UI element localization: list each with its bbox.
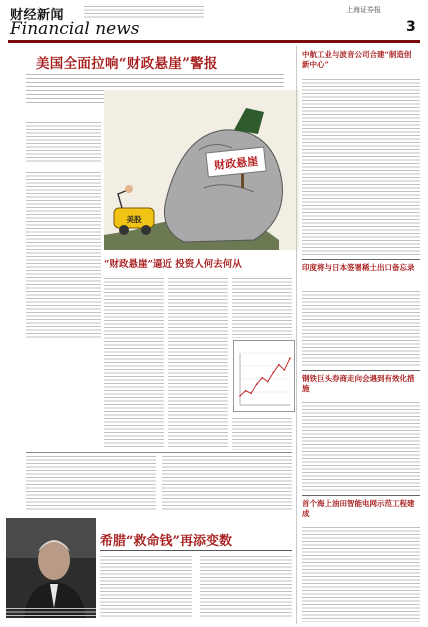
chart-point (250, 393, 252, 395)
chart-point (289, 357, 291, 359)
brief-body (302, 402, 420, 492)
quote-box (26, 456, 156, 512)
issue-info (84, 6, 204, 18)
chart-point (278, 364, 280, 366)
chart-point (273, 372, 275, 374)
brief-body (302, 527, 420, 622)
chart-point (256, 383, 258, 385)
chart-inset (233, 340, 295, 412)
chart-series-line (240, 358, 290, 396)
secondary-body-column (232, 418, 292, 450)
brief-headline: 中航工业与波音公司合建“制造创新中心” (302, 50, 412, 69)
chart-point (267, 381, 269, 383)
photo-caption (6, 608, 96, 618)
brief-headline: 钢铁巨头券商走向会遇到有效化措施 (302, 374, 415, 393)
lead-headline: 美国全面拉响“财政悬崖”警报 (36, 56, 218, 72)
brief-headline: 首个海上油田智能电网示范工程建成 (302, 499, 415, 518)
masthead-english-title: Financial news (10, 19, 140, 39)
brief-headline: 印度将与日本签署稀土出口备忘录 (302, 263, 415, 272)
quote-box (162, 456, 292, 512)
headline-rule (100, 550, 292, 551)
portrait-photo (6, 518, 96, 618)
fiscal-cliff-cartoon (104, 90, 299, 250)
page-number: 3 (406, 19, 416, 35)
masthead-rule (8, 40, 420, 43)
cartoon-sign-text: 财政悬崖 (213, 154, 259, 173)
masthead-section-title: 财经新闻 (10, 8, 65, 23)
brief-separator (302, 259, 420, 260)
bottom-headline: 希腊“救命钱”再添变数 (100, 534, 232, 549)
brief-body (302, 79, 420, 257)
paper-name: 上海证券报 (346, 6, 381, 14)
chart-point (261, 377, 263, 379)
secondary-body-column (104, 278, 164, 448)
chart-point (245, 390, 247, 392)
secondary-body-column (232, 278, 292, 338)
brief-separator (302, 370, 420, 371)
line-chart (234, 341, 294, 411)
lead-body-column (26, 172, 101, 340)
secondary-body-column (168, 278, 228, 448)
section-divider (26, 452, 292, 453)
column-divider (296, 46, 297, 624)
lead-body-column (26, 122, 101, 164)
cartoon-car-label: 美股 (126, 215, 142, 224)
chart-point (239, 395, 241, 397)
bottom-body-column (200, 556, 292, 618)
secondary-headline: “财政悬崖”逼近 投资人何去何从 (104, 259, 242, 270)
bottom-body-column (100, 556, 192, 618)
brief-separator (302, 495, 420, 496)
chart-point (284, 369, 286, 371)
brief-body (302, 291, 420, 367)
